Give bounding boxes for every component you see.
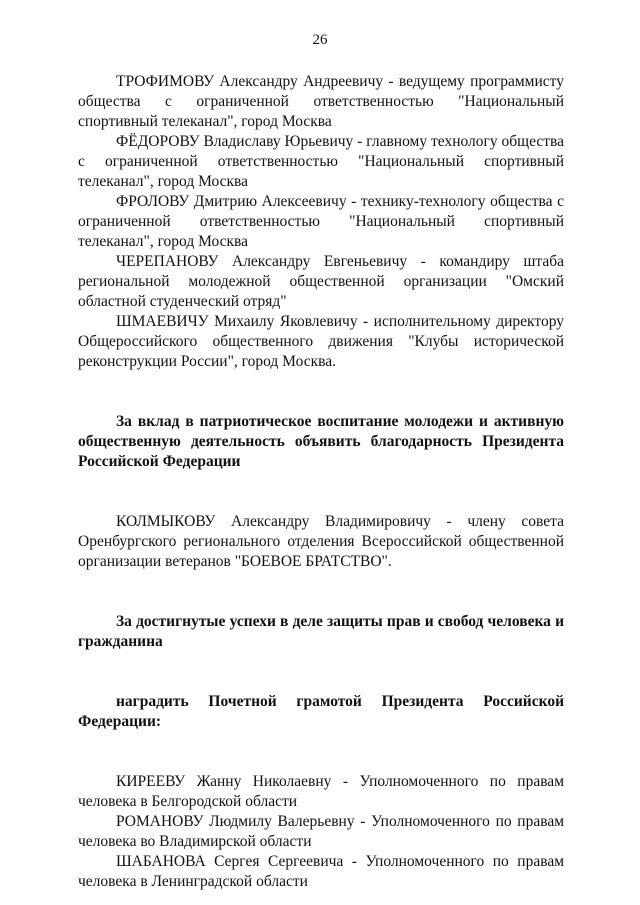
awardee-position: - Уполномоченного по правам человека во Владимирской области [78,813,565,850]
awardee-name: РОМАНОВУ Людмилу Валерьевну [116,813,355,830]
awardee-position: - главному технологу общества с ограниченной ответственностью "Национальный спортивный телеканал", город Москва [78,133,565,190]
awardee-name: ФРОЛОВУ Дмитрию Алексеевичу [116,193,347,210]
awardee-entry [78,812,564,852]
awardee-name: ШМАЕВИЧУ Михаилу Яковлевичу [116,313,358,330]
awardee-position: - члену совета Оренбургского регионального отделения Всероссийской общественной организации ветеранов "БОЕВОЕ БРАТСТВО". [78,513,564,570]
awardee-entry [78,72,564,132]
document-body [78,72,564,892]
awardee-entry [78,512,564,572]
awardee-entry [78,132,564,192]
awardee-name: КОЛМЫКОВУ Александру Владимировичу [116,513,431,530]
awardee-entry [78,852,564,892]
awardee-name: ШАБАНОВА Сергея Сергеевича [116,853,344,870]
awardee-name: ФЁДОРОВУ Владиславу Юрьевичу [116,133,354,150]
section-heading-rights: За достигнутые успехи в деле защиты прав и свобод человека и гражданина [78,613,564,650]
page-number: 26 [312,32,328,48]
awardee-entry [78,252,564,312]
awardee-position: - командиру штаба региональной молодежной общественной организации "Омский областной студенческий отряд" [78,253,565,310]
section-heading-award: наградить Почетной грамотой Президента Российской Федерации: [78,693,564,730]
awardee-position: - Уполномоченного по правам человека в Ленинградской области [78,853,565,890]
awardee-entry [78,192,564,252]
awardee-name: ТРОФИМОВУ Александру Андреевичу [116,73,384,90]
awardee-entry [78,312,564,372]
awardee-name: ЧЕРЕПАНОВУ Александру Евгеньевичу [116,253,408,270]
awardee-position: - исполнительному директору Общероссийского общественного движения "Клубы исторической реконструкции России", город Москва. [78,313,564,370]
awardee-position: - Уполномоченного по правам человека в Белгородской области [78,773,564,810]
awardee-position: - ведущему программисту общества с ограниченной ответственностью "Национальный спортивный телеканал", город Москва [78,73,564,130]
awardee-position: - технику-технологу общества с ограниченной ответственностью "Национальный спортивный телеканал", город Москва [78,193,564,250]
awardee-entry [78,772,564,812]
awardee-name: КИРЕЕВУ Жанну Николаевну [116,773,332,790]
section-heading-gratitude: За вклад в патриотическое воспитание молодежи и активную общественную деятельность объявить благодарность Президента Российской Федерации [78,413,564,470]
